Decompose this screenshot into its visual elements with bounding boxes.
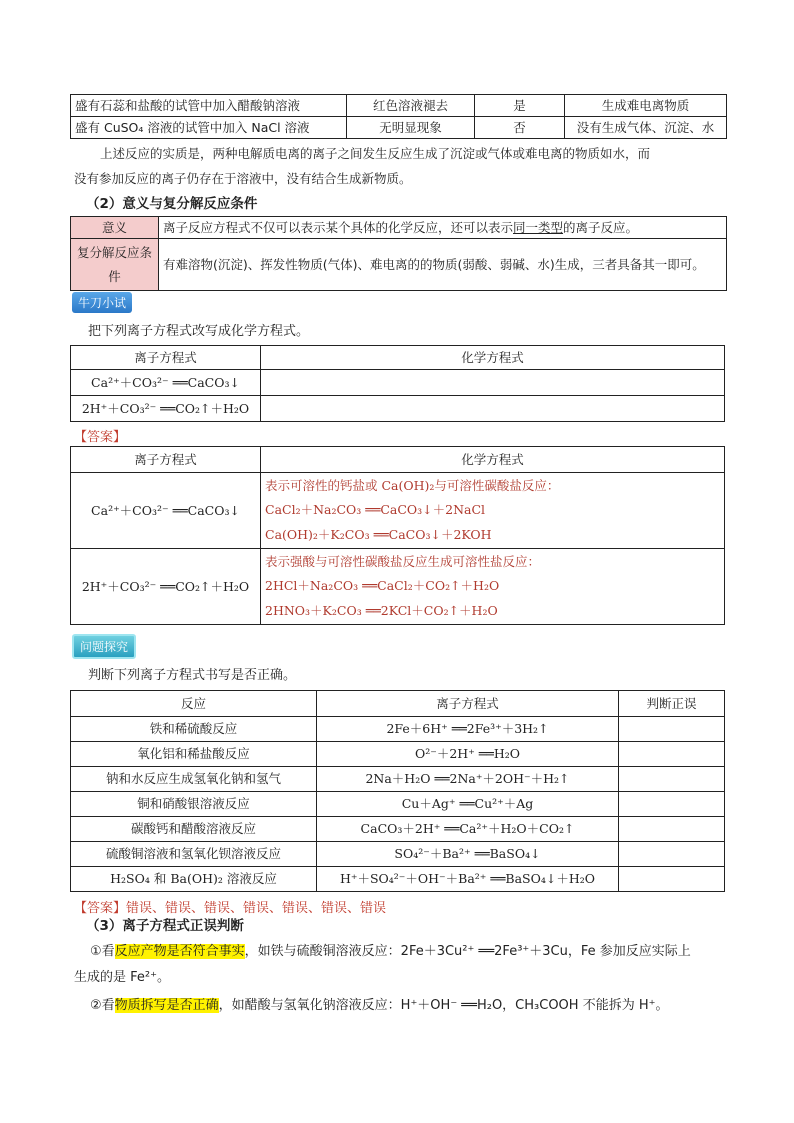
column-header: 化学方程式 <box>261 447 725 473</box>
meaning-text-part: 离子反应方程式不仅可以表示某个具体的化学反应，还可以表示 <box>163 219 514 235</box>
table-row: 硫酸铜溶液和氢氧化钡溶液反应 <box>71 842 317 867</box>
answer-line: 2HCl＋Na₂CO₃ ══CaCl₂＋CO₂↑＋H₂O <box>265 578 500 594</box>
answer-blank[interactable] <box>261 396 725 422</box>
text-run: ①看 <box>90 944 115 959</box>
ion-equation: H⁺＋SO₄²⁻＋OH⁻＋Ba²⁺ ══BaSO₄↓＋H₂O <box>317 867 619 892</box>
answer-label: 【答案】 <box>74 430 127 445</box>
judge-answer-label: 【答案】 <box>74 901 127 916</box>
paragraph-2 <box>90 998 726 1015</box>
ion-equation: Ca²⁺＋CO₃²⁻ ══CaCO₃↓ <box>71 370 261 396</box>
judge-blank[interactable] <box>619 717 725 742</box>
column-header: 离子方程式 <box>317 691 619 717</box>
practice-table <box>70 345 725 422</box>
condition-text: 有难溶物(沉淀)、挥发性物质(气体)、难电离的的物质(弱酸、弱碱、水)生成，三者具备其一即可。 <box>159 239 727 291</box>
explore-prompt: 判断下列离子方程式书写是否正确。 <box>88 668 297 683</box>
judge-blank[interactable] <box>619 867 725 892</box>
ion-equation: 2H⁺＋CO₃²⁻ ══CO₂↑＋H₂O <box>71 396 261 422</box>
judge-blank[interactable] <box>619 742 725 767</box>
answer-table <box>70 446 725 625</box>
column-header: 离子方程式 <box>71 447 261 473</box>
ion-equation: CaCO₃＋2H⁺ ══Ca²⁺＋H₂O＋CO₂↑ <box>317 817 619 842</box>
table-cell: 是 <box>475 95 565 117</box>
table-row: 铜和硝酸银溶液反应 <box>71 792 317 817</box>
highlighted-text: 物质拆写是否正确 <box>114 998 219 1013</box>
ion-equation: 2Na＋H₂O ══2Na⁺＋2OH⁻＋H₂↑ <box>317 767 619 792</box>
ion-equation: 2H⁺＋CO₃²⁻ ══CO₂↑＋H₂O <box>71 549 261 625</box>
ion-equation: SO₄²⁻＋Ba²⁺ ══BaSO₄↓ <box>317 842 619 867</box>
table-cell: 红色溶液褪去 <box>347 95 475 117</box>
practice-tag: 牛刀小试 <box>72 292 132 313</box>
judge-blank[interactable] <box>619 792 725 817</box>
text-run: ，如铁与硫酸铜溶液反应：2Fe＋3Cu²⁺ ══2Fe³⁺＋3Cu，Fe 参加反应实际上 <box>244 944 691 959</box>
paragraph-1-cont: 生成的是 Fe²⁺。 <box>74 970 170 985</box>
highlighted-text: 反应产物是否符合事实 <box>114 944 245 959</box>
column-header: 反应 <box>71 691 317 717</box>
answer-cell <box>261 549 725 625</box>
meaning-text-part: 的离子反应。 <box>563 219 639 235</box>
table-row: 铁和稀硫酸反应 <box>71 717 317 742</box>
practice-prompt: 把下列离子方程式改写成化学方程式。 <box>88 324 310 339</box>
table-cell: 盛有石蕊和盐酸的试管中加入醋酸钠溶液 <box>71 95 347 117</box>
judge-blank[interactable] <box>619 842 725 867</box>
paragraph-1 <box>90 944 726 961</box>
meaning-text <box>159 217 727 239</box>
answer-line: CaCl₂＋Na₂CO₃ ══CaCO₃↓＋2NaCl <box>265 502 486 518</box>
summary-line-1: 上述反应的实质是，两种电解质电离的离子之间发生反应生成了沉淀或气体或难电离的物质如水，而 <box>100 146 651 161</box>
text-run: ，如醋酸与氢氧化钠溶液反应：H⁺＋OH⁻ ══H₂O，CH₃COOH 不能拆为 H⁺。 <box>218 998 669 1013</box>
judge-blank[interactable] <box>619 767 725 792</box>
judge-table <box>70 690 725 892</box>
condition-label: 复分解反应条件 <box>71 239 159 291</box>
top-table <box>70 94 727 139</box>
text-run: ②看 <box>90 998 115 1013</box>
section-3-title: （3）离子方程式正误判断 <box>86 918 244 934</box>
table-row: 氧化铝和稀盐酸反应 <box>71 742 317 767</box>
table-row: 碳酸钙和醋酸溶液反应 <box>71 817 317 842</box>
answer-cell <box>261 473 725 549</box>
answer-line: Ca(OH)₂＋K₂CO₃ ══CaCO₃↓＋2KOH <box>265 526 492 542</box>
table-row: H₂SO₄ 和 Ba(OH)₂ 溶液反应 <box>71 867 317 892</box>
table-cell: 无明显现象 <box>347 117 475 139</box>
ion-equation: Ca²⁺＋CO₃²⁻ ══CaCO₃↓ <box>71 473 261 549</box>
explore-tag: 问题探究 <box>72 634 136 659</box>
answer-blank[interactable] <box>261 370 725 396</box>
meaning-label: 意义 <box>71 217 159 239</box>
column-header: 离子方程式 <box>71 346 261 370</box>
table-cell: 盛有 CuSO₄ 溶液的试管中加入 NaCl 溶液 <box>71 117 347 139</box>
meaning-table <box>70 216 727 291</box>
judge-answer-text: 错误、错误、错误、错误、错误、错误、错误 <box>126 901 387 916</box>
summary-line-2: 没有参加反应的离子仍存在于溶液中，没有结合生成新物质。 <box>74 171 412 186</box>
ion-equation: 2Fe＋6H⁺ ══2Fe³⁺＋3H₂↑ <box>317 717 619 742</box>
answer-line: 2HNO₃＋K₂CO₃ ══2KCl＋CO₂↑＋H₂O <box>265 602 498 618</box>
table-cell: 否 <box>475 117 565 139</box>
table-cell: 生成难电离物质 <box>565 95 727 117</box>
table-row: 钠和水反应生成氢氧化钠和氢气 <box>71 767 317 792</box>
meaning-text-underlined: 同一类型 <box>513 219 564 235</box>
answer-line: 表示可溶性的钙盐或 Ca(OH)₂与可溶性碳酸盐反应： <box>265 477 560 493</box>
judge-answer <box>74 897 386 916</box>
judge-blank[interactable] <box>619 817 725 842</box>
ion-equation: Cu＋Ag⁺ ══Cu²⁺＋Ag <box>317 792 619 817</box>
column-header: 判断正误 <box>619 691 725 717</box>
column-header: 化学方程式 <box>261 346 725 370</box>
ion-equation: O²⁻＋2H⁺ ══H₂O <box>317 742 619 767</box>
table-cell: 没有生成气体、沉淀、水 <box>565 117 727 139</box>
section-2-title: （2）意义与复分解反应条件 <box>86 196 258 212</box>
answer-line: 表示强酸与可溶性碳酸盐反应生成可溶性盐反应： <box>265 553 541 569</box>
